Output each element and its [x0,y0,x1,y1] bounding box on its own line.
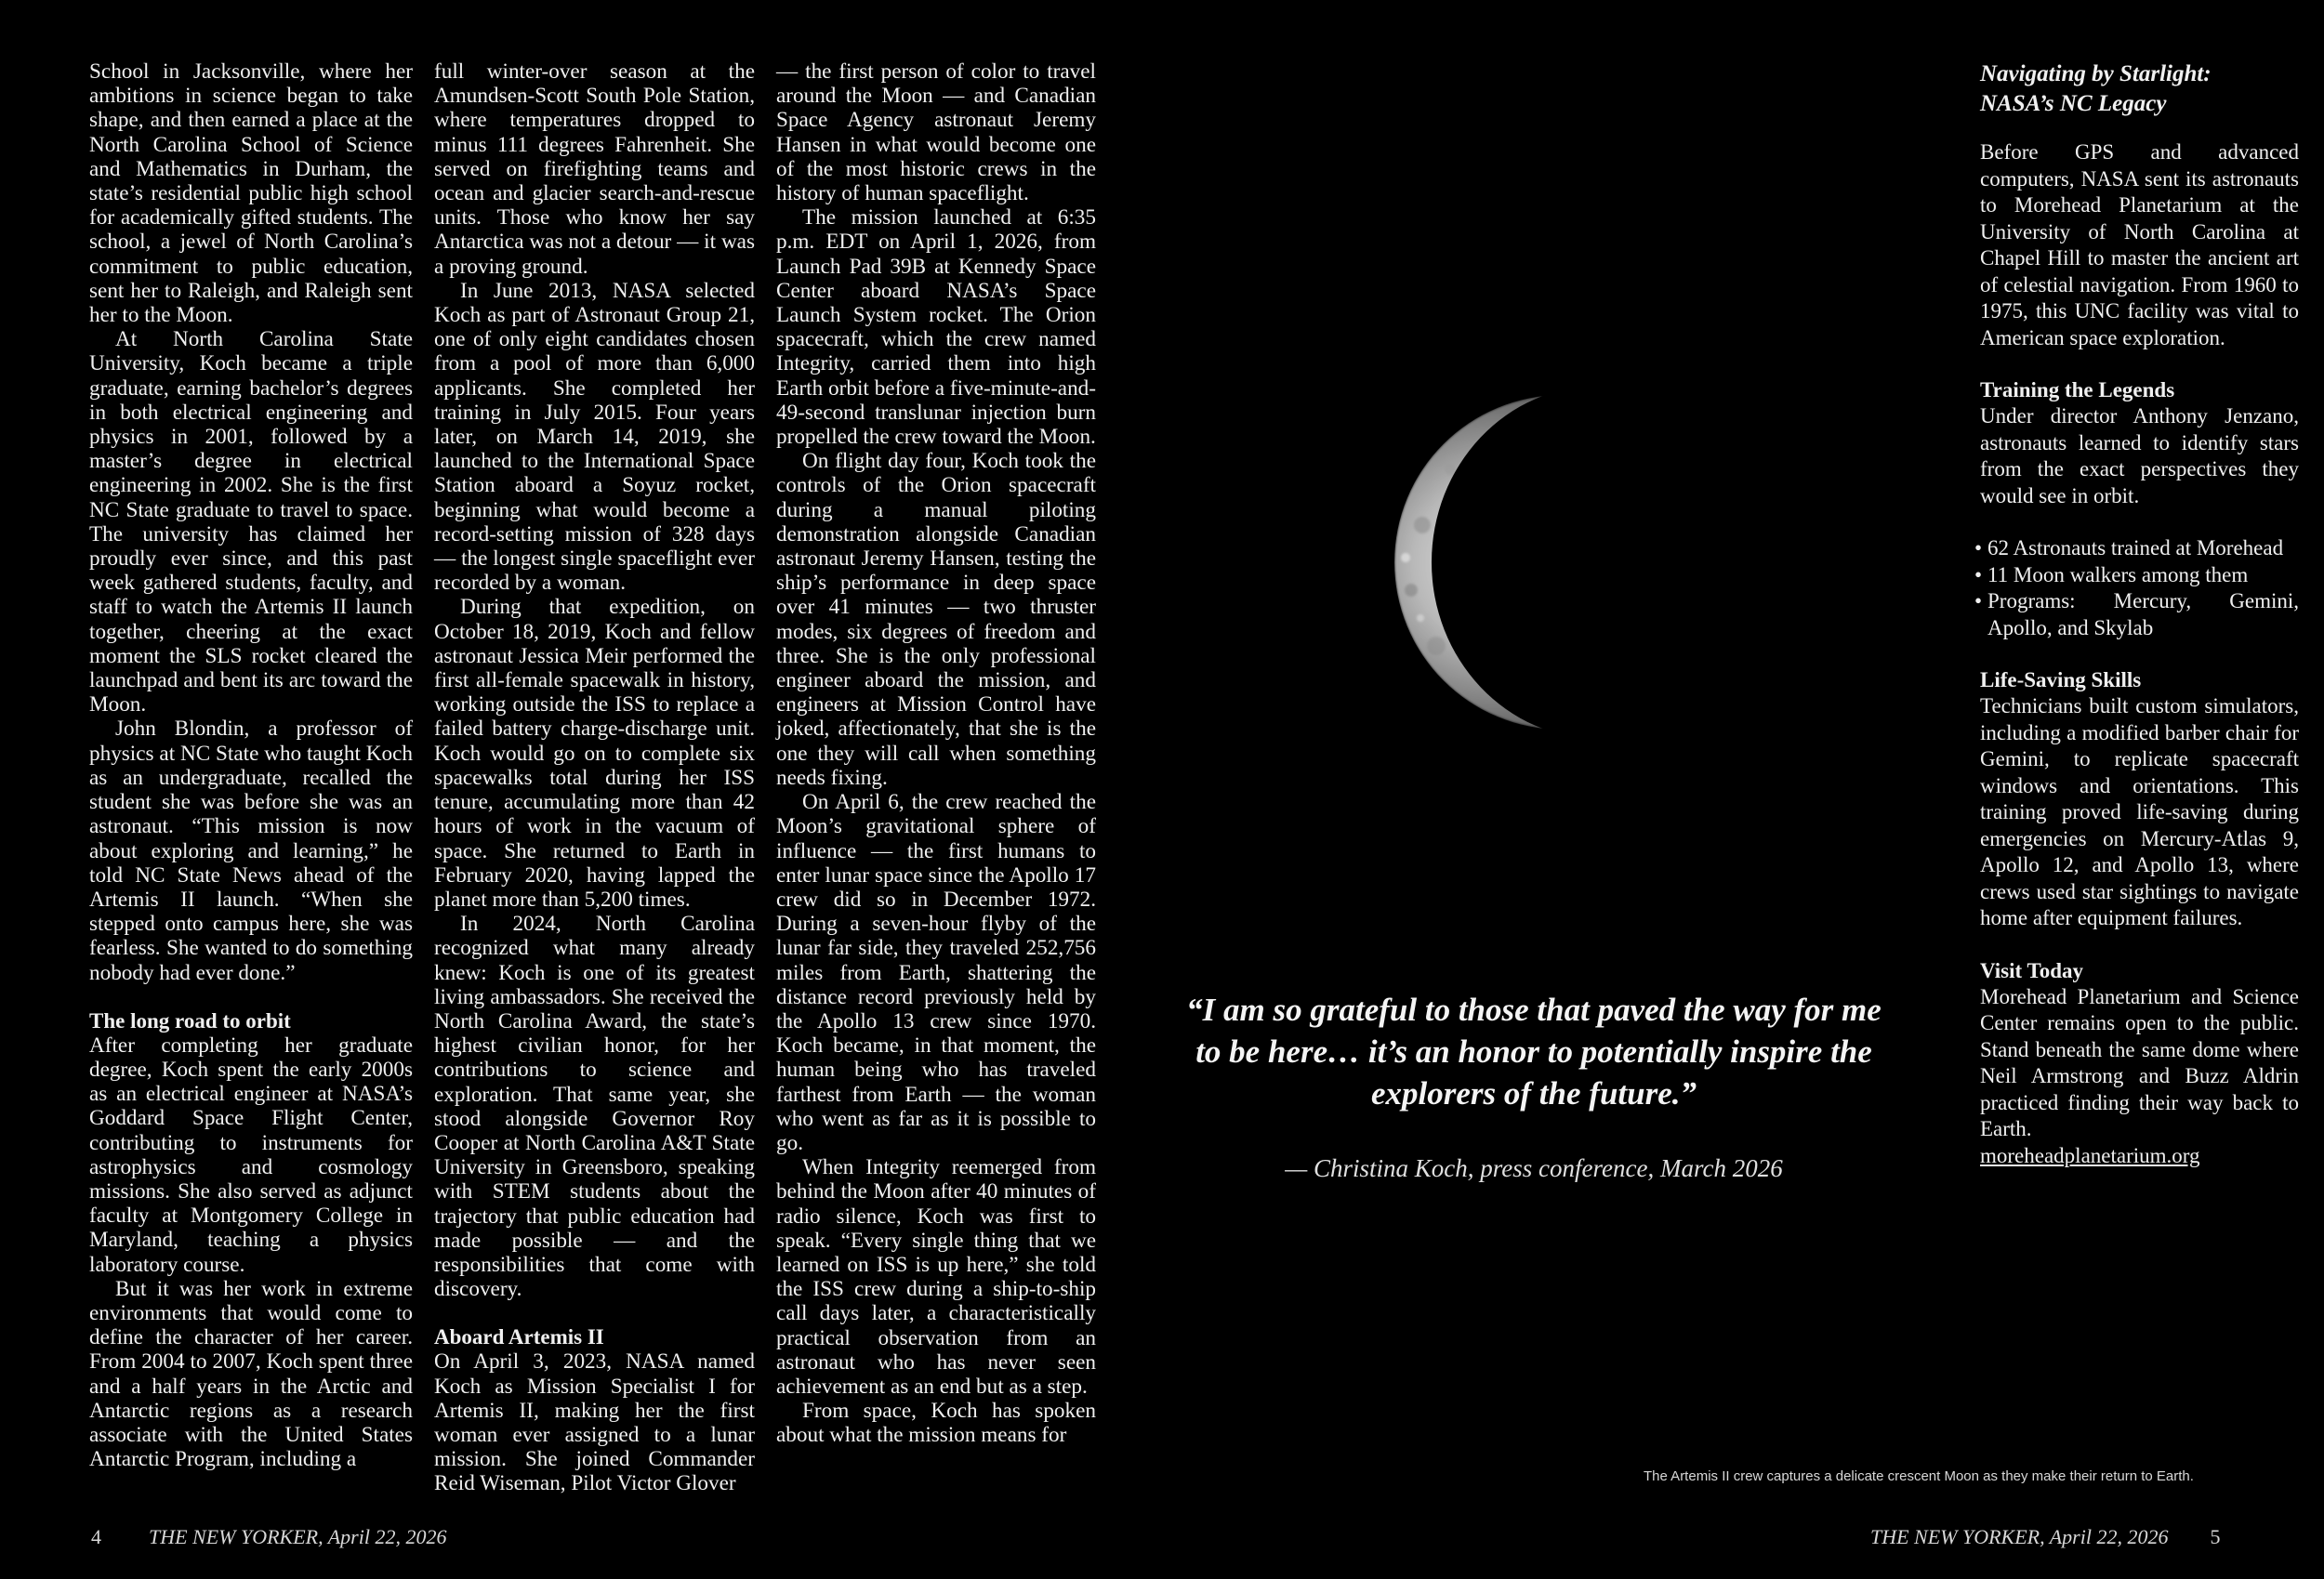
left-page-folio [91,1525,446,1549]
right-page-folio [1870,1525,2220,1549]
sidebar-visit-text: Morehead Planetarium and Science Center remains open to the public. Stand beneath the same dome where Neil Armstrong and Buzz Aldrin practiced finding their way back to Earth. [1980,984,2299,1140]
sidebar-box [1980,59,2299,1169]
paragraph: On April 3, 2023, NASA named Koch as Mission Specialist I for Artemis II, making her the first woman ever assigned to a lunar mission. She joined Commander Reid Wiseman, Pilot Victor Glover [434,1349,755,1496]
paragraph: From space, Koch has spoken about what the mission means for [776,1399,1096,1448]
section-heading: The long road to orbit [89,1008,291,1033]
list-item: • 11 Moon walkers among them [1974,562,2299,589]
paragraph: But it was her work in extreme environments that would come to define the character of her career. From 2004 to 2007, Koch spent three and a half years in the Arctic and Antarctic regions as a research associate with the United States Antarctic Program, including a [89,1276,413,1472]
pull-quote: “I am so grateful to those that paved the way for me to be here… it’s an honor to potentially inspire the explorers of the future.” [1186,992,1882,1112]
sidebar-title [1980,59,2299,119]
sidebar-heading-visit: Visit Today [1980,958,2084,982]
image-caption: The Artemis II crew captures a delicate crescent Moon as they make their return to Earth. [1644,1468,2194,1484]
paragraph: In 2024, North Carolina recognized what many already knew: Koch is one of its greatest living ambassadors. She received the North Carolina Award, the state’s highest civilian honor, for her contributions to science and exploration. That same year, she stood alongside Governor Roy Cooper at North Carolina A&T State University in Greensboro, speaking with STEM students about the trajectory that public education had made possible — and the responsibilities that come with discovery. [434,912,755,1302]
page-number: 4 [91,1525,101,1548]
sidebar-intro: Before GPS and advanced computers, NASA sent its astronauts to Morehead Planetarium at the University of North Carolina at Chapel Hill to master the ancient art of celestial navigation. From 1960 to 1975, this UNC facility was vital to American space exploration. [1980,140,2299,349]
article-column-3 [776,59,1096,1448]
paragraph: When Integrity reemerged from behind the Moon after 40 minutes of radio silence, Koch was first to speak. “Every single thing that we learned on ISS is up here,” she told the ISS crew during a ship-to-ship call days later, a characteristically practical observation from an astronaut who has never seen achievement as an end but as a step. [776,1155,1096,1399]
list-item: • Programs: Mercury, Gemini, Apollo, and Skylab [1974,588,2299,641]
quote-attribution: — Christina Koch, press conference, March 2026 [1285,1154,1783,1182]
paragraph: After completing her graduate degree, Koch spent the early 2000s as an electrical engineer at NASA’s Goddard Space Flight Center, contributing to instruments for astrophysics and cosmology missions. She also served as adjunct faculty at Montgomery College in Maryland, teaching a physics laboratory course. [89,1033,413,1277]
paragraph: School in Jacksonville, where her ambitions in science began to take shape, and then earned a place at the North Carolina School of Science and Mathematics in Durham, the state’s residential public high school for academically gifted students. The school, a jewel of North Carolina’s commitment to public education, sent her to Raleigh, and Raleigh sent her to the Moon. [89,59,413,328]
planetarium-link[interactable]: moreheadplanetarium.org [1980,1143,2200,1167]
paragraph: During that expedition, on October 18, 2019, Koch and fellow astronaut Jessica Meir performed the first all-female spacewalk in history, working outside the ISS to replace a failed battery charge-discharge unit. Koch would go on to complete six spacewalks total during her ISS tenure, accumulating more than 42 hours of work in the vacuum of space. She returned to Earth in February 2020, having lapped the planet more than 5,200 times. [434,595,755,912]
sidebar-heading-training: Training the Legends [1980,378,2175,401]
publication-name: THE NEW YORKER, [149,1525,324,1548]
paragraph: The mission launched at 6:35 p.m. EDT on April 1, 2026, from Launch Pad 39B at Kennedy Space Center aboard NASA’s Space Launch System rocket. The Orion spacecraft, which the crew named Integrity, carried them into high Earth orbit before a five-minute-and-49-second translunar injection burn propelled the crew toward the Moon. [776,205,1096,450]
issue-date: April 22, 2026 [2049,1525,2169,1548]
list-item: • 62 Astronauts trained at Morehead [1974,535,2299,562]
sidebar-title-line1: Navigating by Starlight: [1980,61,2212,86]
paragraph: full winter-over season at the Amundsen-Scott South Pole Station, where temperatures dropped to minus 111 degrees Fahrenheit. She served on firefighting teams and ocean and glacier search-and-rescue units. Those who know her say Antarctica was not a detour — it was a proving ground. [434,59,755,279]
crescent-moon-image [1367,376,1608,748]
sidebar-training-text: Under director Anthony Jenzano, astronauts learned to identify stars from the exact perspectives they would see in orbit. [1980,404,2299,507]
article-column-2 [434,59,755,1496]
sidebar-bullet-list [1980,535,2299,641]
paragraph: — the first person of color to travel around the Moon — and Canadian Space Agency astronaut Jeremy Hansen in what would become one of the most historic crews in the history of human spaceflight. [776,59,1096,206]
issue-date: April 22, 2026 [327,1525,447,1548]
paragraph: John Blondin, a professor of physics at NC State who taught Koch as an undergraduate, recalled the student she was before she was an astronaut. “This mission is now about exploring and learning,” he told NC State News ahead of the Artemis II launch. “When she stepped onto campus here, she was fearless. She wanted to do something nobody had ever done.” [89,717,413,985]
page-number: 5 [2210,1525,2221,1548]
paragraph: On April 6, the crew reached the Moon’s gravitational sphere of influence — the first humans to enter lunar space since the Apollo 17 crew did so in December 1972. During a seven-hour flyby of the lunar far side, they traveled 252,756 miles from Earth, shattering the distance record previously held by the Apollo 13 crew since 1970. Koch became, in that moment, the human being who has traveled farthest from Earth — the woman who went as far as it is possible to go. [776,790,1096,1155]
paragraph: On flight day four, Koch took the controls of the Orion spacecraft during a manual piloting demonstration alongside Canadian astronaut Jeremy Hansen, testing the ship’s performance in deep space over 41 minutes — two thruster modes, six degrees of freedom and three. She is the only professional engineer aboard the mission, and engineers at Mission Control have joked, affectionately, that she is the one they will call when something needs fixing. [776,449,1096,790]
paragraph: In June 2013, NASA selected Koch as part of Astronaut Group 21, one of only eight candidates chosen from a pool of more than 6,000 applicants. She completed her training in July 2015. Four years later, on March 14, 2019, she launched to the International Space Station aboard a Soyuz rocket, beginning what would become a record-setting mission of 328 days — the longest single spaceflight ever recorded by a woman. [434,278,755,596]
article-column-1 [89,59,413,1471]
sidebar-skills-text: Technicians built custom simulators, including a modified barber chair for Gemini, to replicate spacecraft windows and orientations. This training proved life-saving during emergencies on Mercury-Atlas 9, Apollo 12, and Apollo 13, where crews used star sightings to navigate home after equipment failures. [1980,694,2299,929]
sidebar-title-line2: NASA’s NC Legacy [1980,91,2167,116]
paragraph: At North Carolina State University, Koch became a triple graduate, earning bachelor’s degrees in both electrical engineering and physics in 2001, followed by a master’s degree in electrical engineering in 2002. She is the first NC State graduate to travel to space. The university has claimed her proudly ever since, and this past week gathered students, faculty, and staff to watch the Artemis II launch together, cheering at the exact moment the SLS rocket cleared the launchpad and bent its arc toward the Moon. [89,327,413,717]
section-heading: Aboard Artemis II [434,1325,604,1349]
publication-name: THE NEW YORKER, [1870,1525,2045,1548]
sidebar-heading-skills: Life-Saving Skills [1980,668,2142,691]
